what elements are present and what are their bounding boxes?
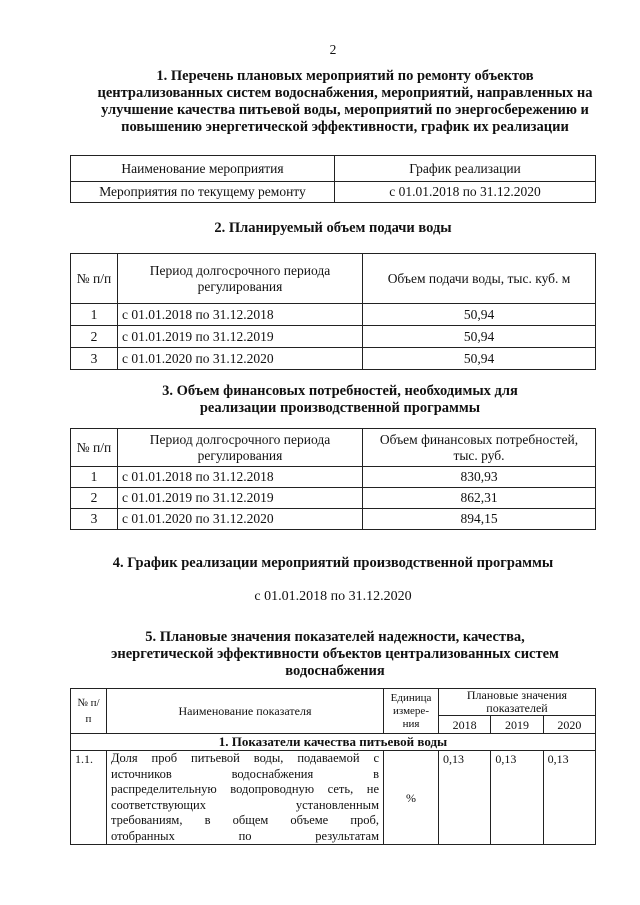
table-row: [71, 348, 596, 370]
row-num: 1.1.: [71, 751, 107, 845]
header-year: 2020: [543, 716, 595, 734]
header-unit: Единица измере-ния: [384, 689, 439, 734]
row-value: 830,93: [363, 467, 596, 488]
row-period: с 01.01.2018 по 31.12.2018: [118, 304, 363, 326]
header-schedule: График реализации: [335, 156, 596, 182]
header-num: № п/п: [71, 254, 118, 304]
page-number: 2: [329, 42, 337, 57]
table-row: [71, 326, 596, 348]
row-value: 50,94: [363, 348, 596, 370]
section-4-title: 4. График реализации мероприятий производственной программы: [112, 555, 554, 571]
section-4-period: с 01.01.2018 по 31.12.2020: [254, 589, 412, 604]
table-row: [71, 509, 596, 530]
row-value: 0,13: [543, 751, 595, 845]
activities-table: [70, 155, 596, 203]
row-unit: %: [384, 751, 439, 845]
row-num: 3: [71, 509, 118, 530]
row-name-line: требованиям, в общем объеме проб,: [111, 813, 379, 827]
row-name: [107, 751, 384, 845]
header-period: Период долгосрочного периода регулирования: [118, 429, 363, 467]
header-period: Период долгосрочного периода регулирования: [118, 254, 363, 304]
water-volume-table: [70, 253, 596, 370]
row-num: 1: [71, 467, 118, 488]
row-value: 50,94: [363, 326, 596, 348]
activity-cell: Мероприятия по текущему ремонту: [71, 182, 335, 203]
header-name: Наименование показателя: [107, 689, 384, 734]
row-name-line: соответствующих установленным: [111, 797, 379, 812]
section-3-title: 3. Объем финансовых потребностей, необходимых для реализации производственной программы: [162, 383, 518, 416]
table-row: [71, 467, 596, 488]
header-year: 2018: [439, 716, 491, 734]
row-period: с 01.01.2019 по 31.12.2019: [118, 488, 363, 509]
row-period: с 01.01.2018 по 31.12.2018: [118, 467, 363, 488]
table-row: [71, 751, 596, 845]
section-2-title: 2. Планируемый объем подачи воды: [214, 220, 452, 236]
row-period: с 01.01.2020 по 31.12.2020: [118, 509, 363, 530]
row-value: 0,13: [439, 751, 491, 845]
row-num: 3: [71, 348, 118, 370]
row-value: 894,15: [363, 509, 596, 530]
header-num: № п/п: [71, 689, 107, 734]
header-num: № п/п: [71, 429, 118, 467]
row-value: 862,31: [363, 488, 596, 509]
row-period: с 01.01.2019 по 31.12.2019: [118, 326, 363, 348]
header-activity: Наименование мероприятия: [71, 156, 335, 182]
row-name-line: Доля проб питьевой воды, подаваемой с: [111, 751, 379, 765]
section-1-title: 1. Перечень плановых мероприятий по ремонту объектов централизованных систем водоснабжения, мероприятий, направленных на улучшение качества питьевой воды, мероприятий по энергосбережению и повышению энергетической эффективности, график их реализации: [97, 68, 593, 135]
finance-table: [70, 428, 596, 530]
group-header: 1. Показатели качества питьевой воды: [71, 734, 596, 751]
row-num: 1: [71, 304, 118, 326]
row-name-line: распределительную водопроводную сеть, не: [111, 782, 379, 796]
row-name-line: отобранных по результатам: [111, 828, 379, 843]
header-planned: Плановые значения показателей: [439, 689, 596, 716]
header-year: 2019: [491, 716, 543, 734]
row-value: 50,94: [363, 304, 596, 326]
row-value: 0,13: [491, 751, 543, 845]
row-name-line: источников водоснабжения в: [111, 766, 379, 781]
row-num: 2: [71, 488, 118, 509]
schedule-cell: с 01.01.2018 по 31.12.2020: [335, 182, 596, 203]
table-row: [71, 304, 596, 326]
row-period: с 01.01.2020 по 31.12.2020: [118, 348, 363, 370]
table-row: [71, 488, 596, 509]
section-5-title: 5. Плановые значения показателей надежности, качества, энергетической эффективности объектов централизованных систем водоснабжения: [111, 629, 559, 679]
header-volume: Объем подачи воды, тыс. куб. м: [363, 254, 596, 304]
row-num: 2: [71, 326, 118, 348]
header-finance: Объем финансовых потребностей, тыс. руб.: [363, 429, 596, 467]
indicators-table: [70, 688, 596, 845]
